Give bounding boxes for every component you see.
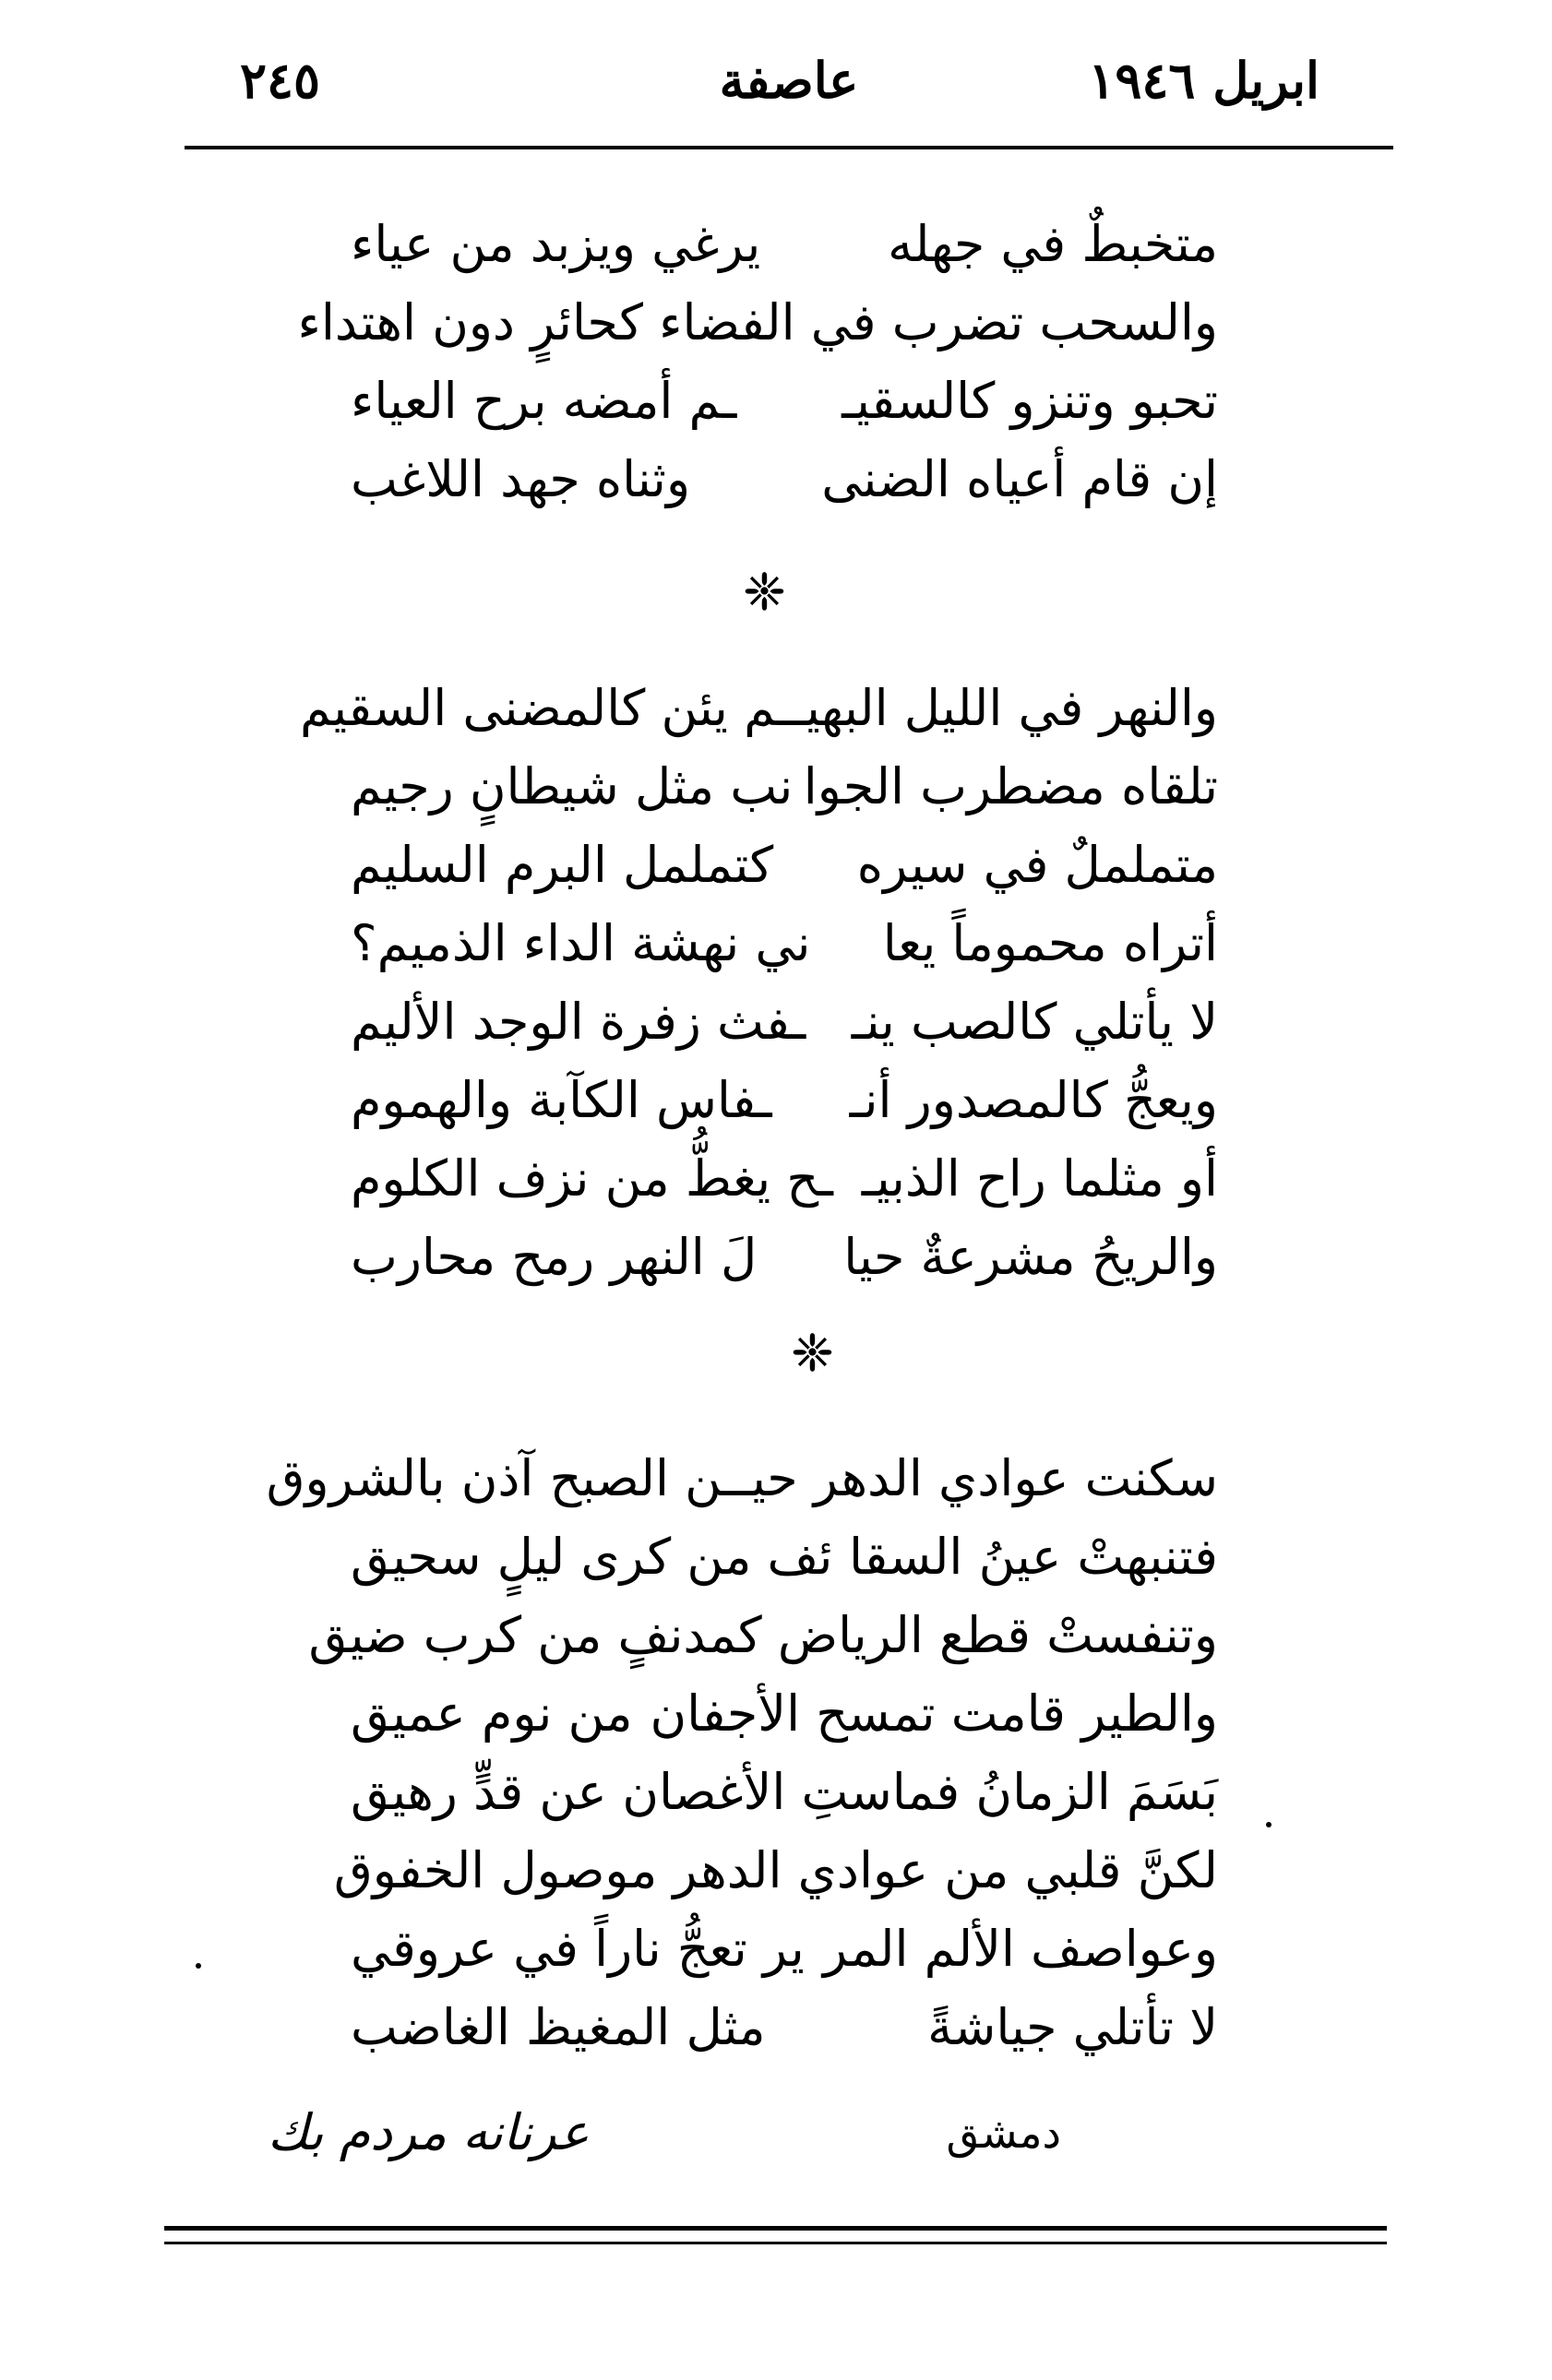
verse-first-hemistich: إن قام أعياه الضنى [821,449,1218,508]
flower-ornament-icon: ❈ [743,563,786,623]
verse-second-hemistich: وثناه جهد اللاغب [351,449,691,508]
verse-first-hemistich: لكنَّ قلبي من عوا [858,1840,1218,1899]
page-header [185,37,1393,129]
verse-second-hemistich: ني نهشة الداء الذميم؟ [351,913,811,972]
signature-author: عرنانه مردم بك [268,2103,590,2161]
verse [297,283,1218,362]
issue-date: ابريل ١٩٤٦ [1088,51,1319,110]
stanza-3 [266,1439,1218,2066]
print-speck [1266,1822,1271,1827]
verse-first-hemistich: بَسَمَ الزمانُ فماستِ الأغصان [622,1762,1218,1821]
verse-second-hemistich: نب مثل شيطانٍ رجيم [351,756,794,815]
stanza-2 [300,669,1218,1296]
verse-second-hemistich: ـم أمضه برح العياء [351,371,737,430]
verse [351,904,1218,982]
verse-second-hemistich: دي الدهر موصول الخفوق [333,1840,859,1899]
verse [333,1831,1218,1910]
print-speck [196,1963,201,1969]
verse-second-hemistich: عن قدٍّ رهيق [351,1762,607,1821]
verse-first-hemistich: متخبطٌ في جهله [888,214,1218,273]
verse-first-hemistich: والطير قامت تمسح الأجفان [650,1684,1218,1743]
verse-first-hemistich: وعواصف الألم المر [823,1919,1218,1978]
verse-second-hemistich: كتململ البرم السليم [351,835,774,894]
verse [351,982,1218,1061]
verse-first-hemistich: أو مثلما راح الذبيـ [861,1148,1218,1208]
verse-first-hemistich: سكنت عوادي الدهر حيـ [737,1448,1218,1507]
stanza-1 [297,205,1218,518]
verse [351,1753,1218,1831]
verse-second-hemistich: ض كمدنفٍ من كرب ضيق [308,1605,839,1664]
verse-first-hemistich: ويعجُّ كالمصدور أنـ [849,1070,1218,1129]
verse [351,1988,1218,2066]
verse-first-hemistich: متململٌ في سيره [856,835,1218,894]
verse-first-hemistich: فتنبهتْ عينُ السقا [849,1527,1218,1586]
verse [351,1061,1218,1139]
verse-second-hemistich: ء كحائرٍ دون اهتداء [297,292,683,351]
verse [351,747,1218,826]
flower-ornament-icon: ❈ [791,1324,834,1384]
header-rule [185,146,1393,149]
verse [300,669,1218,747]
verse [351,826,1218,904]
verse-second-hemistich: ئف من كرى ليلٍ سحيق [351,1527,833,1586]
verse [351,205,1218,283]
verse [351,1674,1218,1753]
verse [351,1517,1218,1596]
verse-first-hemistich: والسحب تضرب في الفضا [682,292,1218,351]
verse-second-hemistich: ـفاس الكآبة والهموم [351,1070,772,1129]
footer-rule [164,2242,1387,2244]
verse-second-hemistich: ـم يئن كالمضنى السقيم [300,678,792,737]
page-number: ٢٤٥ [240,51,321,110]
footer-rule [164,2226,1387,2231]
verse-second-hemistich: ـح يغطُّ من نزف الكلوم [351,1148,833,1208]
verse-second-hemistich: ـن الصبح آذن بالشروق [266,1448,738,1507]
verse-second-hemistich: ير تعجُّ ناراً في عروقي [351,1919,805,1978]
verse-first-hemistich: لا يأتلي كالصب ينـ [851,992,1218,1051]
verse-first-hemistich: تلقاه مضطرب الجوا [803,756,1218,815]
verse [308,1596,1218,1674]
verse-first-hemistich: تحبو وتنزو كالسقيـ [842,371,1218,430]
verse-second-hemistich: مثل المغيظ الغاضب [351,1997,766,2056]
verse [351,1910,1218,1988]
verse-second-hemistich: من نوم عميق [351,1684,633,1743]
verse [351,440,1218,518]
verse [266,1439,1218,1517]
verse-first-hemistich: وتنفستْ قطع الريا [838,1605,1218,1664]
verse-first-hemistich: لا تأتلي جياشةً [927,1997,1218,2056]
signature-place: دمشق [946,2108,1061,2158]
verse-second-hemistich: لَ النهر رمح محارب [351,1227,758,1286]
verse-second-hemistich: ـفث زفرة الوجد الأليم [351,992,806,1051]
verse [351,1218,1218,1296]
verse-first-hemistich: والريحُ مشرعةٌ حيا [843,1227,1218,1286]
verse-first-hemistich: أتراه محموماً يعا [882,913,1218,972]
verse-first-hemistich: والنهر في الليل البهيـ [791,678,1218,737]
verse [351,362,1218,440]
poem-title: عاصفة [719,51,859,110]
verse-second-hemistich: يرغي ويزبد من عياء [351,214,761,273]
poem-signature [268,2099,1098,2182]
verse [351,1139,1218,1218]
